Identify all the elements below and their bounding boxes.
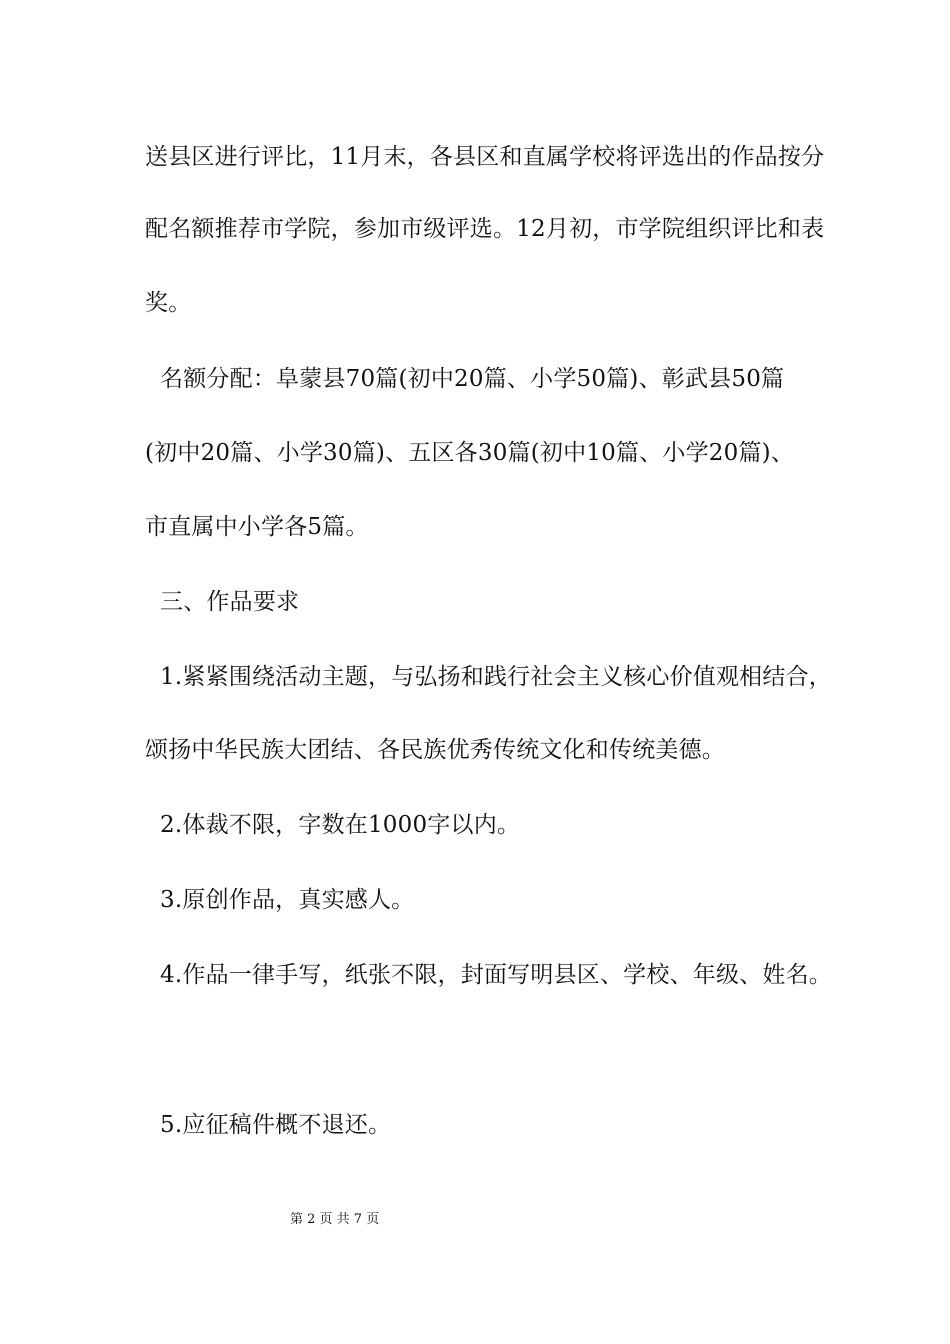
paragraph-line-2: 配名额推荐市学院，参加市级评选。12月初，市学院组织评比和表 (145, 216, 825, 242)
requirement-1-line-1: 1.紧紧围绕活动主题，与弘扬和践行社会主义核心价值观相结合， (145, 664, 832, 690)
section-heading: 三、作品要求 (145, 589, 300, 615)
requirement-3: 3.原创作品，真实感人。 (145, 887, 415, 913)
paragraph-line-3: 奖。 (145, 290, 192, 316)
paragraph-line-1: 送县区进行评比，11月末，各县区和直属学校将评选出的作品按分 (145, 144, 825, 170)
requirement-1-line-2: 颂扬中华民族大团结、各民族优秀传统文化和传统美德。 (145, 737, 725, 763)
requirement-4: 4.作品一律手写，纸张不限，封面写明县区、学校、年级、姓名。 (145, 962, 832, 988)
quota-line-1: 名额分配：阜蒙县70篇(初中20篇、小学50篇)、彰武县50篇 (145, 366, 785, 392)
page-number-footer: 第 2 页 共 7 页 (290, 1212, 380, 1227)
requirement-5: 5.应征稿件概不退还。 (145, 1112, 392, 1138)
requirement-2: 2.体裁不限，字数在1000字以内。 (145, 812, 521, 838)
quota-line-3: 市直属中小学各5篇。 (145, 514, 369, 540)
quota-line-2: (初中20篇、小学30篇)、五区各30篇(初中10篇、小学20篇)、 (145, 440, 795, 466)
